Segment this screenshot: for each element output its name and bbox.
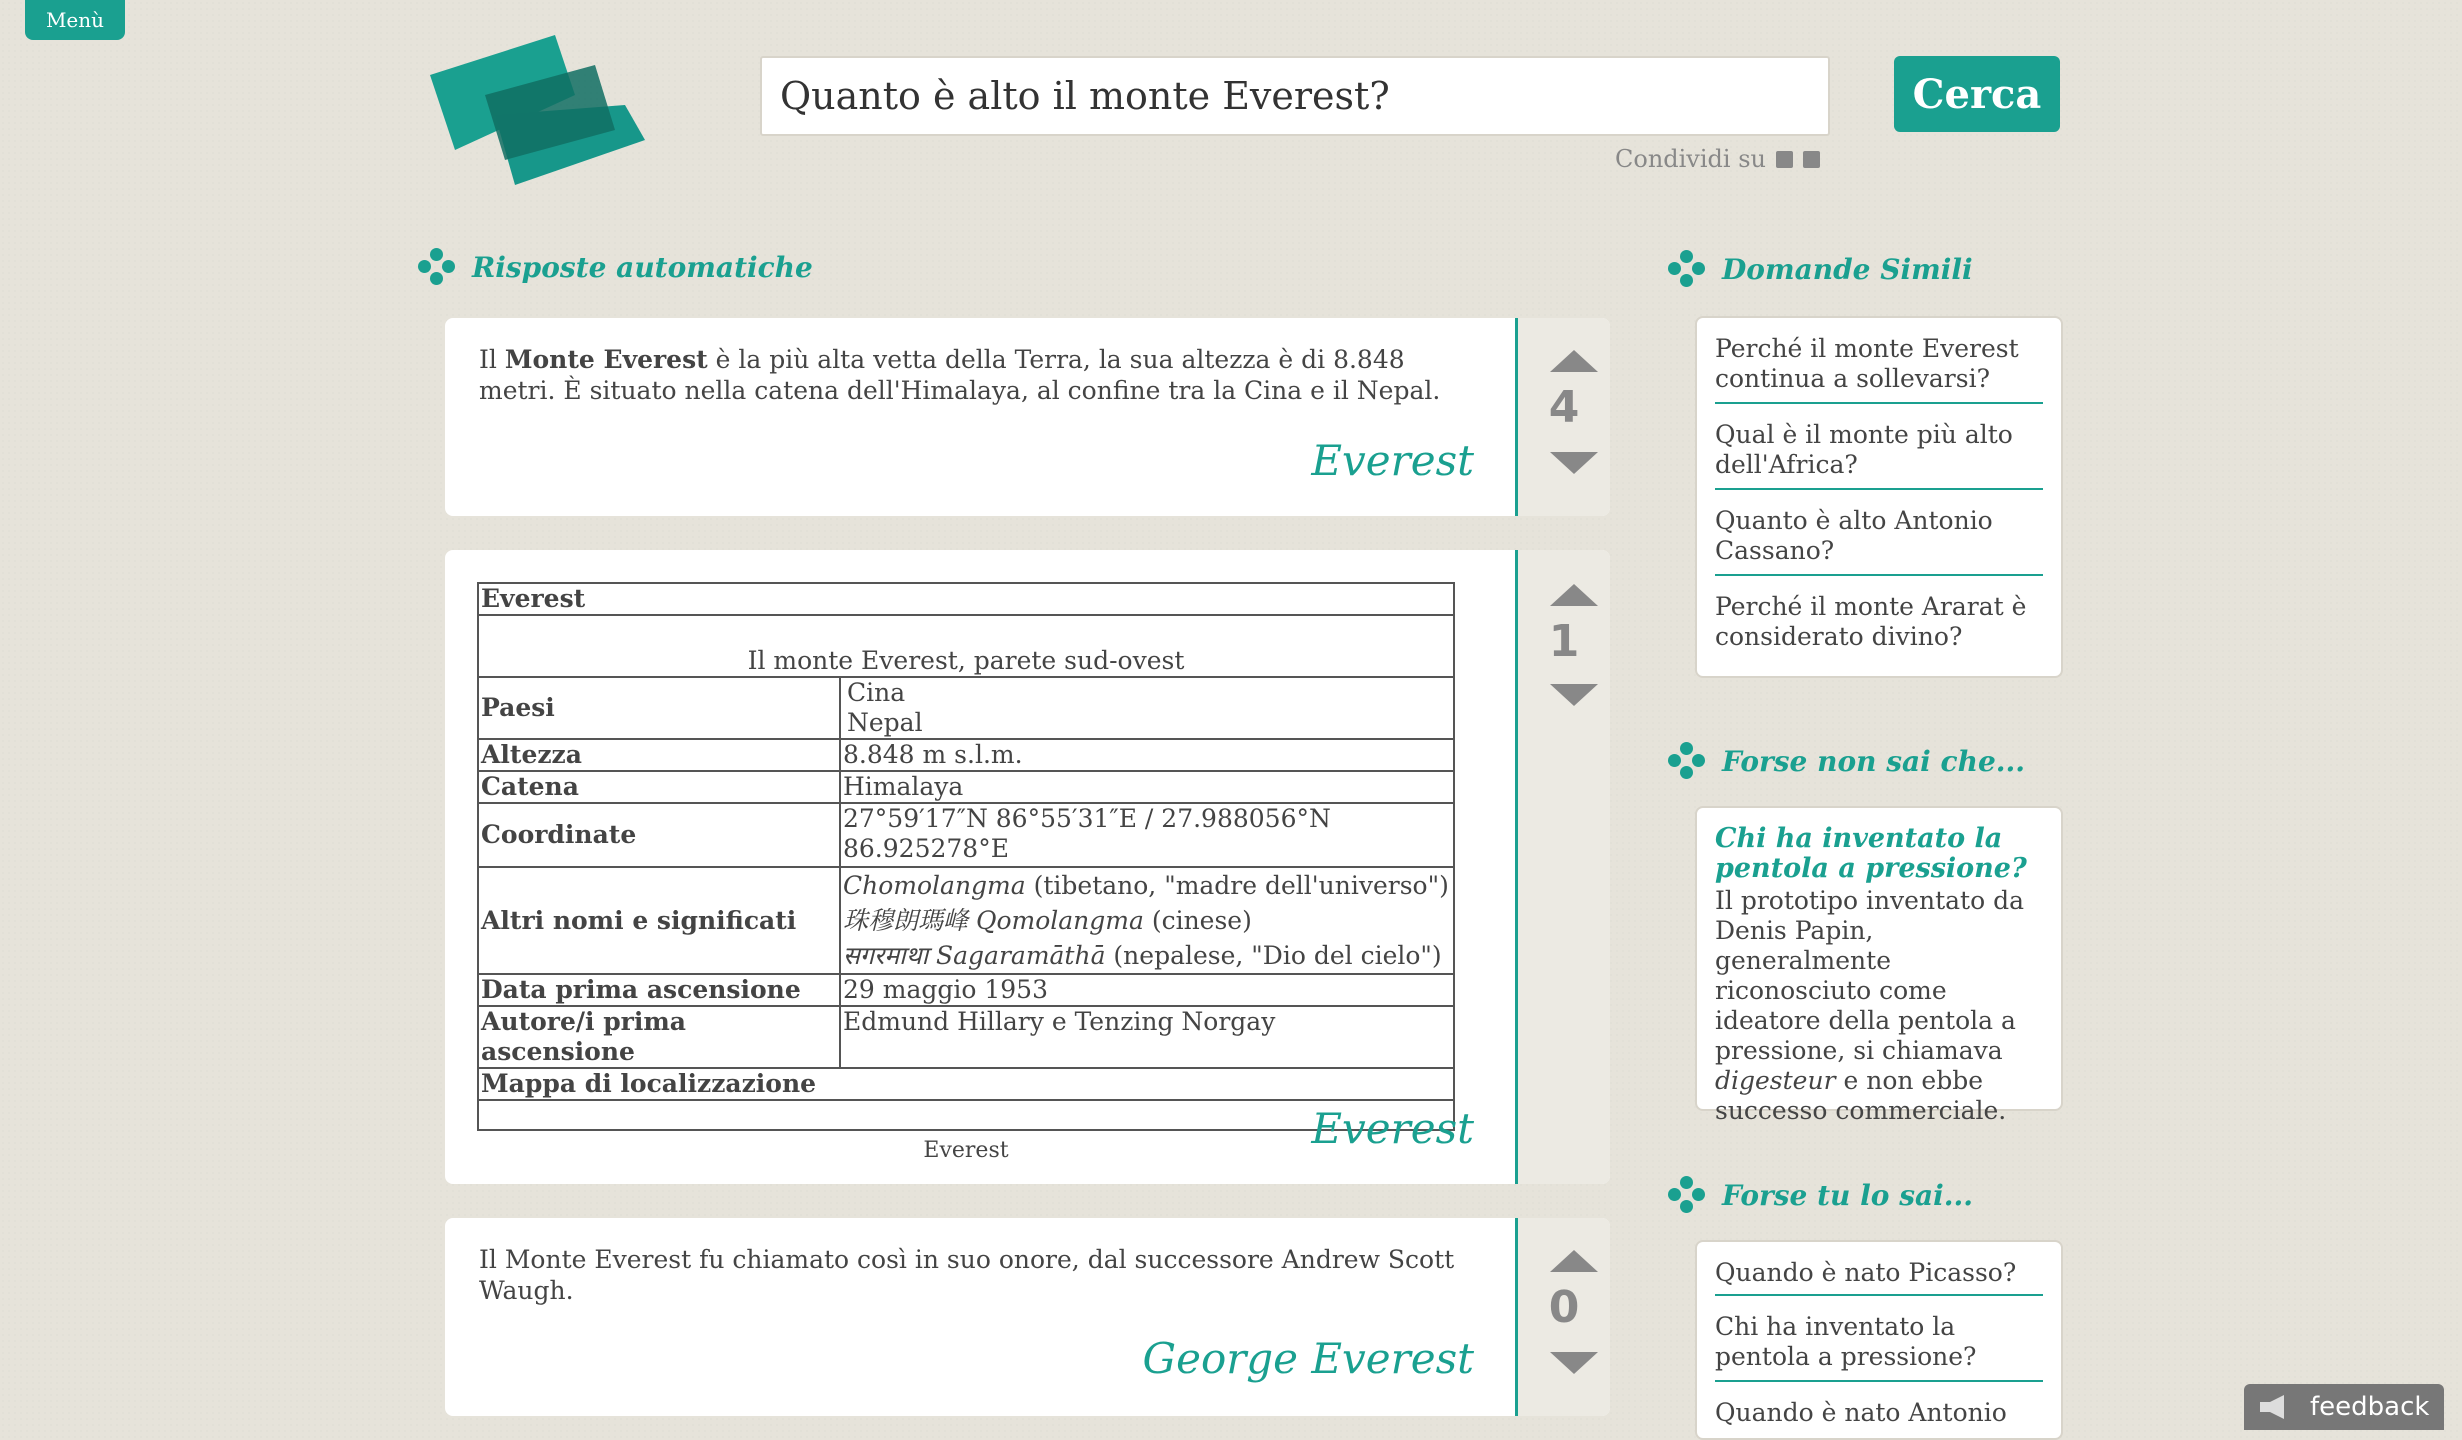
answer-source-link[interactable]: Everest — [1311, 1104, 1474, 1153]
vote-panel — [1518, 550, 1610, 1184]
similar-question-link[interactable]: Qual è il monte più alto dell'Africa? — [1715, 404, 2043, 490]
feedback-label: feedback — [2310, 1392, 2430, 1422]
vote-down-icon[interactable] — [1550, 452, 1598, 474]
doyouknow-question-link[interactable]: Quando è nato Picasso? — [1715, 1242, 2043, 1296]
answer-card-3 — [445, 1218, 1610, 1416]
doyouknow-question-link[interactable]: Chi ha inventato la pentola a pressione? — [1715, 1296, 2043, 1382]
logo[interactable] — [425, 35, 655, 195]
map-caption: Everest — [923, 1138, 1009, 1163]
similar-section-title — [1668, 250, 1973, 288]
vote-up-icon[interactable] — [1550, 584, 1598, 606]
menu-button[interactable]: Menù — [25, 0, 125, 40]
infobox-table: Everest Il monte Everest, parete sud-ovest Paesi Cina Nepal Altezza 8.848 m s.l.m. Catena Himalaya Coordinate 27°59′17″N 86°55′31″E / 27.988056°N 86.925278°E Altri nomi e significati Chomolangma (tibetano, "madre dell'universo") 珠穆朗瑪峰 Qomolangma (cinese) सगरमाथा Sagaramāthā (nepalese, "Dio del cielo") Data prima ascensione 29 maggio 1953 Autore/i prima ascensione Edmund Hillary e Tenzing Norgay Mappa di localizzazione — [477, 582, 1455, 1131]
vote-count: 0 — [1548, 1282, 1580, 1333]
similar-title-text: Domande Simili — [1722, 252, 1973, 286]
didyouknow-text: Il prototipo inventato da Denis Papin, generalmente riconosciuto come ideatore della pentola a pressione, si chiamava digesteur e non ebbe successo commerciale. — [1715, 886, 2024, 1125]
googleplus-icon[interactable] — [1803, 151, 1820, 168]
answers-section-title — [418, 248, 813, 286]
answers-title-text: Risposte automatiche — [472, 250, 813, 284]
answer-source-link[interactable]: Everest — [1311, 436, 1474, 485]
dots-icon — [1668, 250, 1706, 288]
doyouknow-card — [1695, 1240, 2063, 1440]
vote-panel — [1518, 318, 1610, 516]
facebook-icon[interactable] — [1776, 151, 1793, 168]
similar-question-link[interactable]: Quanto è alto Antonio Cassano? — [1715, 490, 2043, 576]
search-input[interactable] — [760, 56, 1830, 136]
coordinates-link[interactable]: 27°59′17″N 86°55′31″E / 27.988056°N 86.925278°E — [840, 803, 1454, 867]
doyouknow-title-text: Forse tu lo sai... — [1722, 1178, 1973, 1212]
answer-text: Il Monte Everest fu chiamato così in suo onore, dal successore Andrew Scott Waugh. — [479, 1245, 1455, 1305]
share-bar — [1615, 145, 1820, 173]
dots-icon — [1668, 742, 1706, 780]
answer-source-link[interactable]: George Everest — [1142, 1334, 1474, 1383]
similar-question-link[interactable]: Perché il monte Everest continua a sollevarsi? — [1715, 318, 2043, 404]
answer-infobox — [445, 550, 1515, 1184]
vote-panel — [1518, 1218, 1610, 1416]
answer-card-2 — [445, 550, 1610, 1184]
answer-card-1 — [445, 318, 1610, 516]
megaphone-icon — [2258, 1393, 2292, 1421]
share-label: Condividi su — [1615, 145, 1766, 173]
dots-icon — [1668, 1176, 1706, 1214]
didyouknow-question-link[interactable]: Chi ha inventato la pentola a pressione? — [1715, 823, 2027, 884]
vote-down-icon[interactable] — [1550, 684, 1598, 706]
vote-up-icon[interactable] — [1550, 1250, 1598, 1272]
doyouknow-section-title — [1668, 1176, 1973, 1214]
search-button[interactable]: Cerca — [1894, 56, 2060, 132]
vote-count: 1 — [1548, 616, 1580, 667]
vote-down-icon[interactable] — [1550, 1352, 1598, 1374]
didyouknow-card — [1695, 806, 2063, 1125]
feedback-button[interactable] — [2244, 1384, 2444, 1430]
dots-icon — [418, 248, 456, 286]
similar-questions-card — [1695, 316, 2063, 678]
answer-text: Il Monte Everest è la più alta vetta della Terra, la sua altezza è di 8.848 metri. È situato nella catena dell'Himalaya, al confine tra la Cina e il Nepal. — [479, 345, 1441, 405]
doyouknow-question-link[interactable]: Quando è nato Antonio — [1715, 1398, 2007, 1427]
vote-up-icon[interactable] — [1550, 350, 1598, 372]
vote-count: 4 — [1548, 382, 1580, 433]
didyouknow-section-title — [1668, 742, 2025, 780]
similar-question-link[interactable]: Perché il monte Ararat è considerato divino? — [1715, 592, 2027, 651]
didyouknow-title-text: Forse non sai che... — [1722, 744, 2025, 778]
